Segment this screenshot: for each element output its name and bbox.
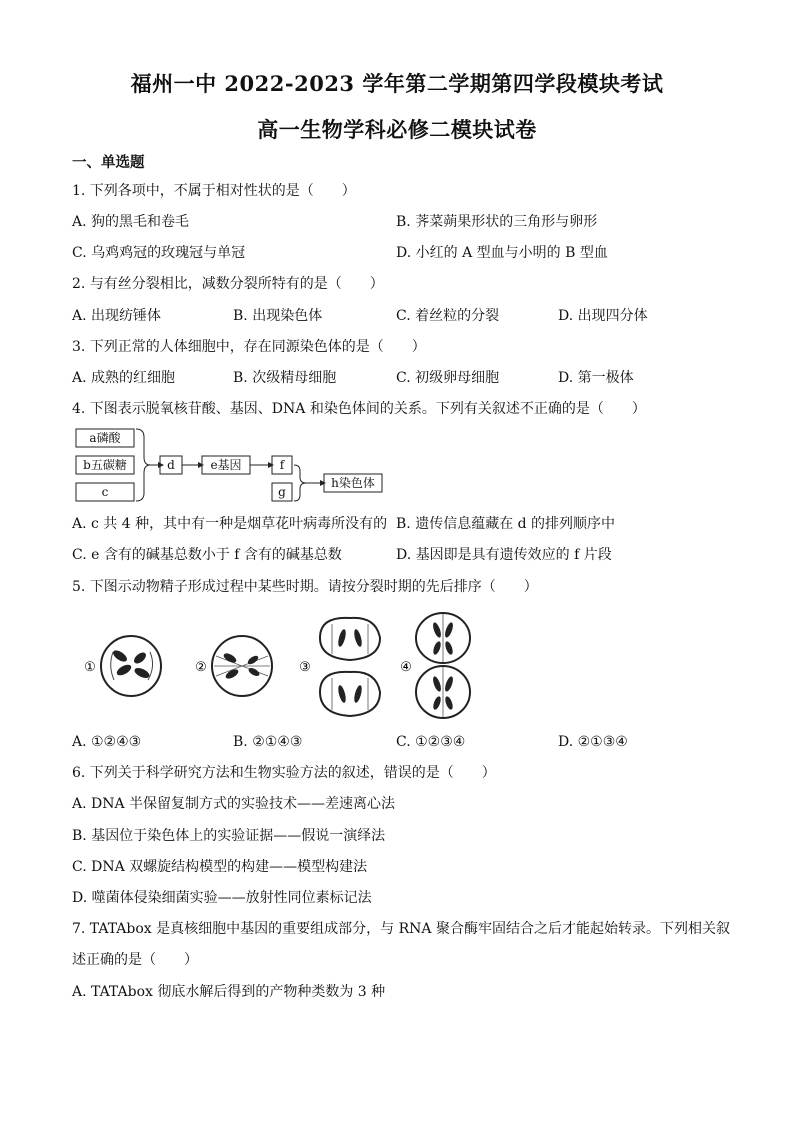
- cell-label-3: ③: [299, 660, 311, 675]
- cell-1: [101, 636, 161, 696]
- q6-option-c: C. DNA 双螺旋结构模型的构建——模型构建法: [72, 859, 368, 875]
- q3-option-d: D. 第一极体: [558, 370, 634, 386]
- q5-cell-figures: [80, 608, 480, 723]
- label-h: h染色体: [331, 476, 375, 490]
- q2-option-b: B. 出现染色体: [233, 308, 323, 324]
- q3-option-c: C. 初级卵母细胞: [396, 370, 500, 386]
- cell-2: [212, 636, 272, 696]
- q1-option-a: A. 狗的黑毛和卷毛: [72, 214, 190, 230]
- q7-stem-line2: 述正确的是（ ）: [72, 952, 198, 968]
- q4-option-a: A. c 共 4 种，其中有一种是烟草花叶病毒所没有的: [72, 516, 388, 532]
- label-c: c: [101, 485, 109, 499]
- q5-option-d: D. ②①③④: [558, 734, 628, 750]
- label-e: e基因: [210, 458, 242, 472]
- cell-label-1: ①: [84, 660, 96, 675]
- q5-stem: 5. 下图示动物精子形成过程中某些时期。请按分裂时期的先后排序（ ）: [72, 579, 538, 595]
- label-a: a磷酸: [89, 431, 121, 445]
- q6-option-d: D. 噬菌体侵染细菌实验——放射性同位素标记法: [72, 890, 372, 906]
- q2-option-c: C. 着丝粒的分裂: [396, 308, 500, 324]
- cell-label-2: ②: [195, 660, 207, 675]
- q6-stem: 6. 下列关于科学研究方法和生物实验方法的叙述，错误的是（ ）: [72, 765, 496, 781]
- cell-3: [320, 618, 380, 716]
- q6-option-a: A. DNA 半保留复制方式的实验技术——差速离心法: [72, 796, 396, 812]
- q7-stem-line1: 7. TATAbox 是真核细胞中基因的重要组成部分，与 RNA 聚合酶牢固结合之后才能起始转录。下列相关叙: [72, 921, 730, 937]
- q1-option-c: C. 乌鸡鸡冠的玫瑰冠与单冠: [72, 245, 246, 261]
- q2-option-a: A. 出现纺锤体: [72, 308, 162, 324]
- q1-option-d: D. 小红的 A 型血与小明的 B 型血: [396, 245, 608, 261]
- q1-option-b: B. 荠菜蒴果形状的三角形与卵形: [396, 214, 598, 230]
- label-b: b五碳糖: [83, 458, 127, 472]
- q2-stem: 2. 与有丝分裂相比，减数分裂所特有的是（ ）: [72, 276, 384, 292]
- q4-stem: 4. 下图表示脱氧核苷酸、基因、DNA 和染色体间的关系。下列有关叙述不正确的是（ ）: [72, 401, 646, 417]
- cell-4: [416, 613, 470, 718]
- q2-option-d: D. 出现四分体: [558, 308, 648, 324]
- exam-subtitle: 高一生物学科必修二模块试卷: [257, 117, 537, 142]
- brace-left: [136, 429, 150, 501]
- q4-diagram: [70, 425, 390, 507]
- q7-option-a: A. TATAbox 彻底水解后得到的产物种类数为 3 种: [72, 984, 386, 1000]
- q4-option-b: B. 遗传信息蕴藏在 d 的排列顺序中: [396, 516, 616, 532]
- label-f: f: [279, 458, 285, 472]
- label-d: d: [167, 458, 175, 472]
- brace-right: [294, 465, 306, 501]
- section-heading: 一、单选题: [72, 154, 145, 171]
- q3-option-a: A. 成熟的红细胞: [72, 370, 176, 386]
- exam-title: 福州一中 2022-2023 学年第二学期第四学段模块考试: [130, 71, 664, 96]
- cell-label-4: ④: [400, 660, 412, 675]
- q4-option-d: D. 基因即是具有遗传效应的 f 片段: [396, 547, 612, 563]
- q4-option-c: C. e 含有的碱基总数小于 f 含有的碱基总数: [72, 547, 342, 563]
- q5-option-b: B. ②①④③: [233, 734, 303, 750]
- q3-stem: 3. 下列正常的人体细胞中，存在同源染色体的是（ ）: [72, 339, 426, 355]
- q6-option-b: B. 基因位于染色体上的实验证据——假说一演绎法: [72, 828, 386, 844]
- label-g: g: [278, 485, 286, 499]
- q5-option-a: A. ①②④③: [72, 734, 142, 750]
- q5-option-c: C. ①②③④: [396, 734, 466, 750]
- q3-option-b: B. 次级精母细胞: [233, 370, 337, 386]
- q1-stem: 1. 下列各项中，不属于相对性状的是（ ）: [72, 183, 356, 199]
